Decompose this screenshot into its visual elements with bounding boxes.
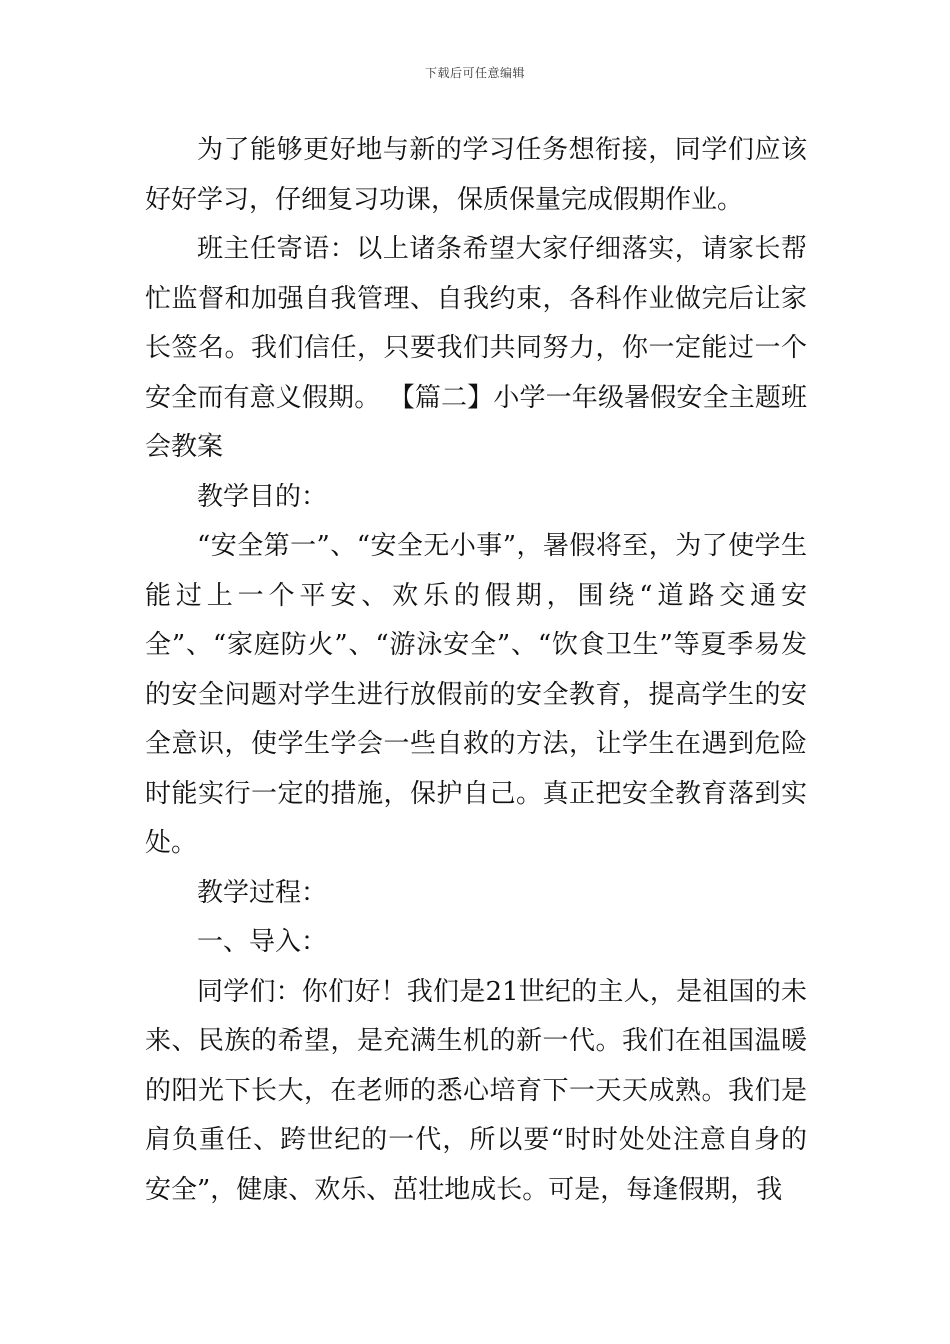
paragraph-teacher-message: 班主任寄语：以上诸条希望大家仔细落实，请家长帮忙监督和加强自我管理、自我约束，各科作业做完后让家长签名。我们信任，只要我们共同努力，你一定能过一个安全而有意义假期。 【篇二】小学一年级暑假安全主题班会教案 [145, 234, 807, 462]
paragraph-intro-heading: 一、导入： [197, 927, 328, 957]
paragraph-intro: 同学们：你们好！我们是21世纪的主人，是祖国的未来、民族的希望，是充满生机的新一代。我们在祖国温暖的阳光下长大，在老师的悉心培育下一天天成熟。我们是肩负重任、跨世纪的一代，所以要“时时处处注意自身的安全”，健康、欢乐、茁壮地成长。可是，每逢假期，我 [145, 976, 807, 1205]
paragraph-teaching-goal: “安全第一”、“安全无小事”，暑假将至，为了使学生能过上一个平安、欢乐的假期，围绕“道路交通安全”、“家庭防火”、“游泳安全”、“饮食卫生”等夏季易发的安全问题对学生进行放假前的安全教育，提高学生的安全意识，使学生学会一些自救的方法，让学生在遇到危险时能实行一定的措施，保护自己。真正把安全教育落到实处。 [145, 531, 807, 858]
paragraph-homework: 为了能够更好地与新的学习任务想衔接，同学们应该好好学习，仔细复习功课，保质保量完成假期作业。 [145, 135, 807, 215]
paragraph-teaching-process-heading: 教学过程： [197, 877, 328, 908]
header-note: 下载后可任意编辑 [424, 66, 525, 80]
paragraph-teaching-goal-heading: 教学目的： [197, 481, 328, 512]
document-body [145, 126, 807, 1215]
